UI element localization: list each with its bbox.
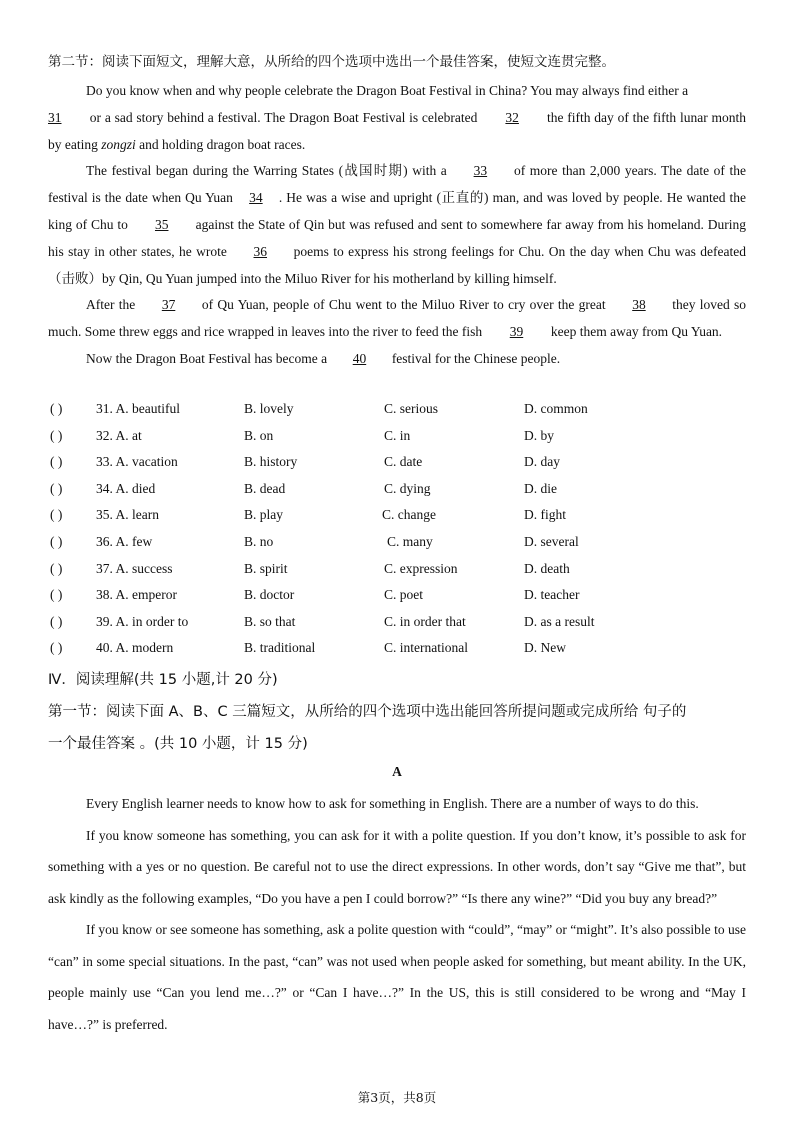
option-b: B. on <box>244 427 274 443</box>
option-row-34 <box>50 476 750 503</box>
blank-33: 33 <box>473 163 488 179</box>
blank-38: 38 <box>632 297 646 313</box>
blank-40: 40 <box>352 350 367 366</box>
cloze-options <box>50 396 750 662</box>
passage-a-paragraph-3: If you know or see someone has something, ask a polite question with “could”, “may” or “might”. It’s also possible to use “can” in some special situations. In the past, “can” was not used when people asked for something, but meant ability. In the UK, people mainly use “Can you lend me…?” or “Can I have…?” In the US, this is still considered to be wrong and “May I have…?” is preferred. <box>48 922 746 1032</box>
option-b: B. spirit <box>244 560 288 576</box>
option-b: B. play <box>244 507 283 523</box>
option-a: 34. A. died <box>96 480 156 496</box>
cloze-passage <box>48 78 746 373</box>
answer-bracket[interactable]: ( ) <box>50 401 63 416</box>
option-c: C. in <box>384 427 411 443</box>
blank-36: 36 <box>253 243 268 259</box>
option-b: B. lovely <box>244 401 294 416</box>
answer-bracket[interactable]: ( ) <box>50 587 63 603</box>
blank-32: 32 <box>505 109 519 125</box>
option-a: 35. A. learn <box>96 507 159 523</box>
option-b: B. traditional <box>244 640 316 656</box>
section-4-title: Ⅳ．阅读理解(共 15 小题,计 20 分) <box>48 672 278 688</box>
option-c: C. international <box>384 640 468 656</box>
option-d: D. teacher <box>524 587 580 603</box>
option-row-32 <box>50 423 750 450</box>
blank-35: 35 <box>154 216 169 232</box>
option-row-36 <box>50 529 750 556</box>
option-d: D. fight <box>524 507 566 523</box>
option-b: B. history <box>244 454 298 470</box>
section-4-instructions-line-2: 一个最佳答案 。(共 10 小题，计 15 分) <box>48 736 308 752</box>
option-d: D. death <box>524 560 570 576</box>
answer-bracket[interactable]: ( ) <box>50 454 63 470</box>
option-c: C. serious <box>384 401 438 416</box>
option-c: C. in order that <box>384 613 466 629</box>
option-d: D. as a result <box>524 613 595 629</box>
option-b: B. dead <box>244 480 286 496</box>
blank-39: 39 <box>509 324 524 340</box>
option-row-31 <box>50 396 750 423</box>
passage-a-paragraph-1: Every English learner needs to know how to ask for something in English. There are a number of ways to do this. <box>86 796 699 811</box>
page-number: 第3页，共8页 <box>357 1090 437 1105</box>
option-c: C. expression <box>384 560 458 576</box>
option-d: D. day <box>524 454 560 470</box>
answer-bracket[interactable]: ( ) <box>50 427 63 443</box>
option-row-33 <box>50 449 750 476</box>
option-d: D. common <box>524 401 588 416</box>
option-a: 38. A. emperor <box>96 587 177 603</box>
option-row-35 <box>50 502 750 529</box>
cloze-paragraph-1: Do you know when and why people celebrate the Dragon Boat Festival in China? You may always find either a 31 or a sad story behind a festival. The Dragon Boat Festival is celebrated 32 the fifth day of the fifth lunar month by eating zongzi and holding dragon boat races. <box>48 83 746 152</box>
option-a: 40. A. modern <box>96 640 174 656</box>
option-a: 33. A. vacation <box>96 454 178 470</box>
option-a: 36. A. few <box>96 533 153 549</box>
answer-bracket[interactable]: ( ) <box>50 640 63 656</box>
option-a: 39. A. in order to <box>96 613 189 629</box>
option-b: B. no <box>244 533 274 549</box>
answer-bracket[interactable]: ( ) <box>50 533 63 549</box>
option-c: C. change <box>382 507 436 523</box>
option-c: C. many <box>387 533 433 549</box>
section-2-heading: 第二节：阅读下面短文，理解大意，从所给的四个选项中选出一个最佳答案，使短文连贯完整。 <box>48 54 615 70</box>
blank-37: 37 <box>161 297 176 313</box>
option-c: C. dying <box>384 480 431 496</box>
option-d: D. by <box>524 427 554 443</box>
section-4-header <box>48 664 758 760</box>
option-c: C. date <box>384 454 423 470</box>
section-4-instructions-line-1: 第一节：阅读下面 A、B、C 三篇短文，从所给的四个选项中选出能回答所提问题或完成所给 句子的 <box>48 704 687 720</box>
option-row-39 <box>50 609 750 636</box>
option-b: B. so that <box>244 613 296 629</box>
option-a: 37. A. success <box>96 560 173 576</box>
option-d: D. several <box>524 533 579 549</box>
option-row-37 <box>50 556 750 583</box>
answer-bracket[interactable]: ( ) <box>50 613 63 629</box>
option-a: 32. A. at <box>96 427 142 443</box>
cloze-paragraph-4: Now the Dragon Boat Festival has become a 40 festival for the Chinese people. <box>48 346 746 373</box>
passage-a-paragraph-2: If you know someone has something, you can ask for it with a polite question. If you don’t know, it’s possible to ask for something with a yes or no question. Be careful not to use the direct expressions. In other words, don’t say “Give me that”, but ask kindly as the following examples, “Do you have a pen I could borrow?” “Is there any wine?” “Did you buy any bread?” <box>48 827 746 906</box>
answer-bracket[interactable]: ( ) <box>50 507 63 523</box>
cloze-paragraph-3: After the 37 of Qu Yuan, people of Chu went to the Miluo River to cry over the great 38 they loved so much. Some threw eggs and rice wrapped in leaves into the river to feed the fish 39 keep them away from Qu Yuan. <box>48 292 746 346</box>
passage-a-label: A <box>392 764 402 779</box>
blank-31: 31 <box>48 109 62 125</box>
option-row-40 <box>50 635 750 662</box>
passage-a <box>48 788 746 1040</box>
cloze-paragraph-2: The festival began during the Warring States (战国时期) with a 33 of more than 2,000 years. The date of the festival is the date when Qu Yuan 34 . He was a wise and upright (正直的) man, and was loved by people. He wanted the king of Chu to 35 against the State of Qin but was refused and sent to somewhere far away from his homeland. During his stay in other states, he wrote 36 poems to express his strong feelings for Chu. On the day when Chu was defeated（击败）by Qin, Qu Yuan jumped into the Miluo River for his motherland by killing himself. <box>48 158 746 292</box>
option-d: D. die <box>524 480 557 496</box>
option-c: C. poet <box>384 587 423 603</box>
answer-bracket[interactable]: ( ) <box>50 480 63 496</box>
option-row-38 <box>50 582 750 609</box>
option-a: 31. A. beautiful <box>96 401 180 416</box>
option-b: B. doctor <box>244 587 295 603</box>
option-d: D. New <box>524 640 566 656</box>
blank-34: 34 <box>249 190 263 206</box>
answer-bracket[interactable]: ( ) <box>50 560 63 576</box>
